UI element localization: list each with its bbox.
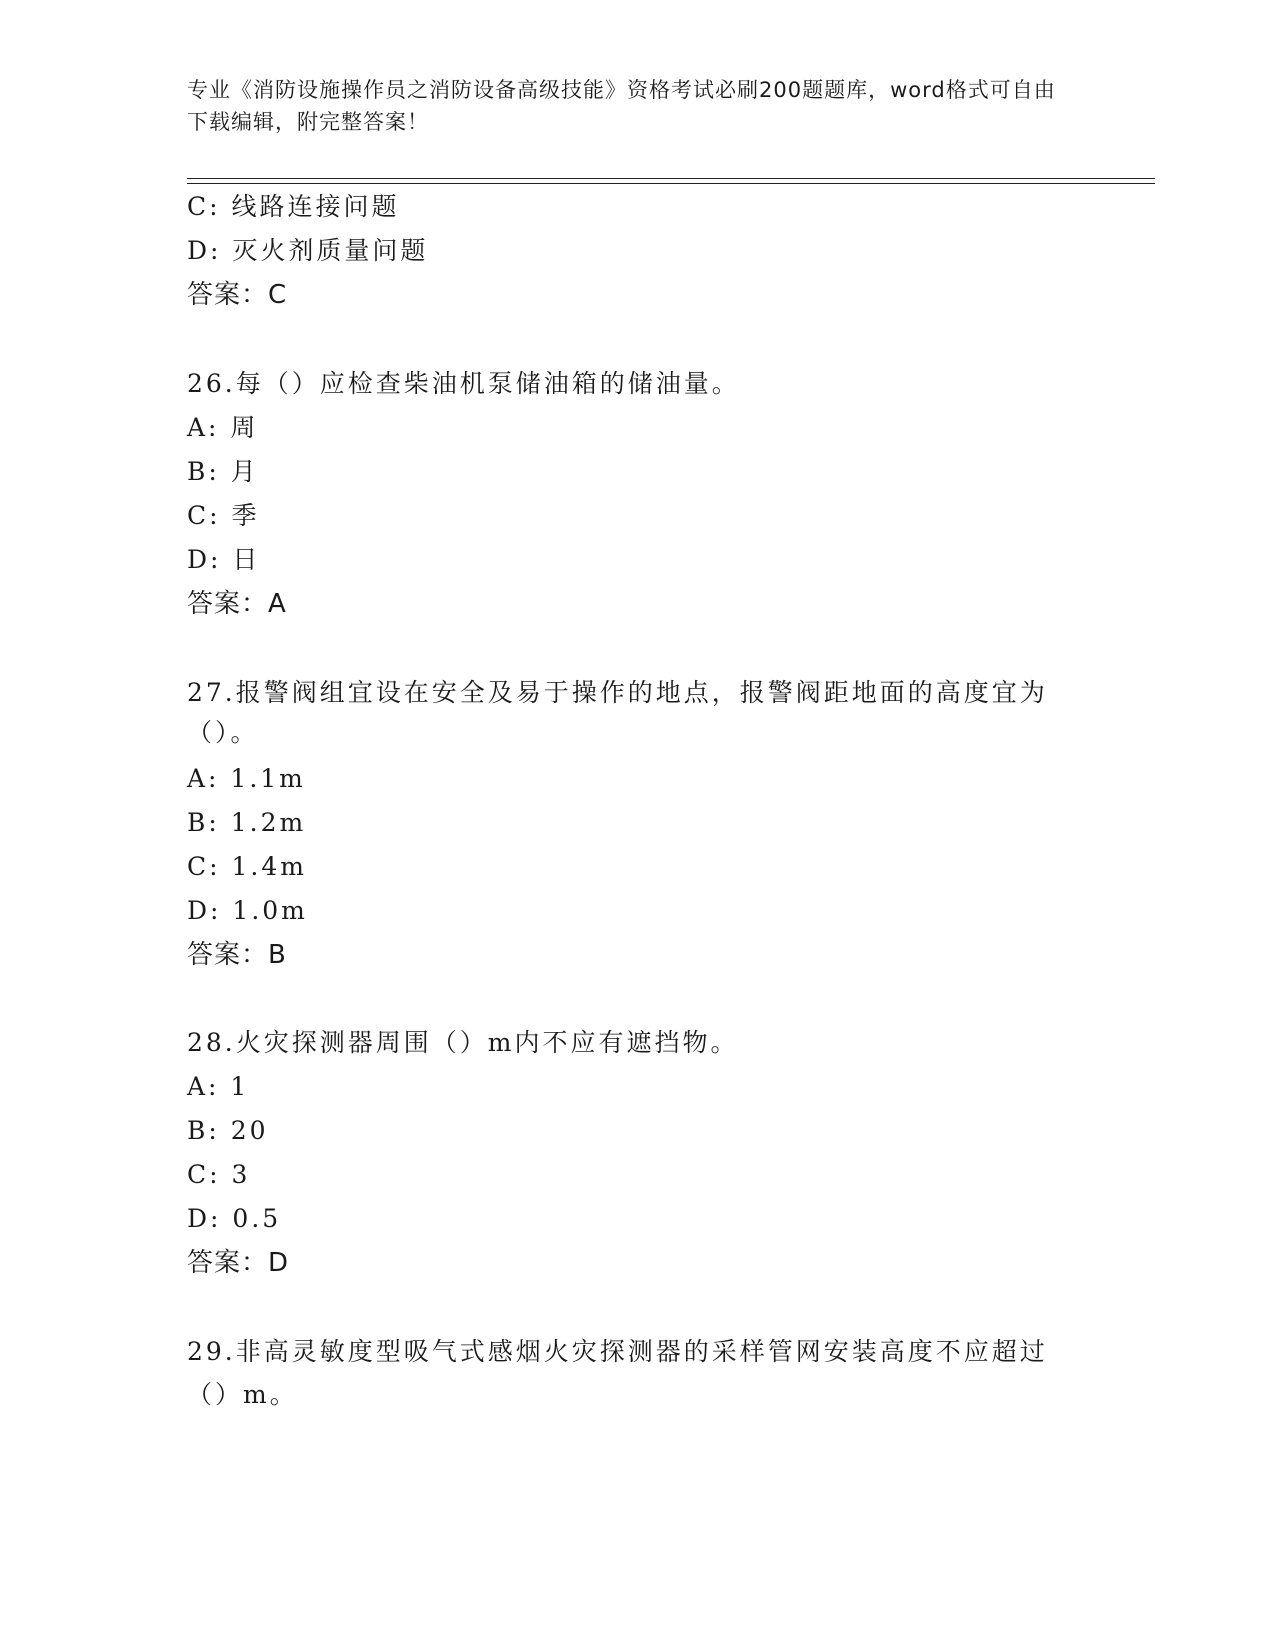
question-27-option-c: C: 1.4m [187, 852, 307, 881]
question-28-option-a: A: 1 [187, 1072, 250, 1101]
question-27-stem-line2: （）。 [187, 718, 259, 747]
prev-option-c: C: 线路连接问题 [187, 192, 400, 221]
question-26-option-c: C: 季 [187, 501, 260, 530]
prev-answer: 答案：C [187, 280, 288, 310]
question-28-option-d: D: 0.5 [187, 1204, 282, 1233]
header-divider-bottom [187, 183, 1155, 184]
question-29-stem-line1: 29.非高灵敏度型吸气式感烟火灾探测器的采样管网安装高度不应超过 [187, 1337, 1048, 1366]
question-28-stem: 28.火灾探测器周围（）m内不应有遮挡物。 [187, 1028, 739, 1057]
question-28-answer: 答案：D [187, 1248, 290, 1278]
document-header: 专业《消防设施操作员之消防设备高级技能》资格考试必刷200题题库，word格式可自由下载编辑，附完整答案！ [187, 78, 1056, 134]
question-26-stem: 26.每（）应检查柴油机泵储油箱的储油量。 [187, 369, 740, 398]
question-27-option-b: B: 1.2m [187, 808, 307, 837]
question-27-stem-line1: 27.报警阀组宜设在安全及易于操作的地点，报警阀距地面的高度宜为 [187, 678, 1048, 707]
prev-option-d: D: 灭火剂质量问题 [187, 236, 429, 265]
header-divider-top [187, 178, 1155, 179]
question-26-answer: 答案：A [187, 589, 287, 619]
question-29-stem-line2: （）m。 [187, 1380, 298, 1409]
question-27-option-d: D: 1.0m [187, 896, 308, 925]
question-27-option-a: A: 1.1m [187, 764, 306, 793]
question-28-option-c: C: 3 [187, 1160, 251, 1189]
question-26-option-a: A: 周 [187, 413, 259, 442]
question-26-option-d: D: 日 [187, 545, 261, 574]
question-27-answer: 答案：B [187, 940, 287, 970]
question-26-option-b: B: 月 [187, 457, 259, 486]
question-28-option-b: B: 20 [187, 1116, 269, 1145]
